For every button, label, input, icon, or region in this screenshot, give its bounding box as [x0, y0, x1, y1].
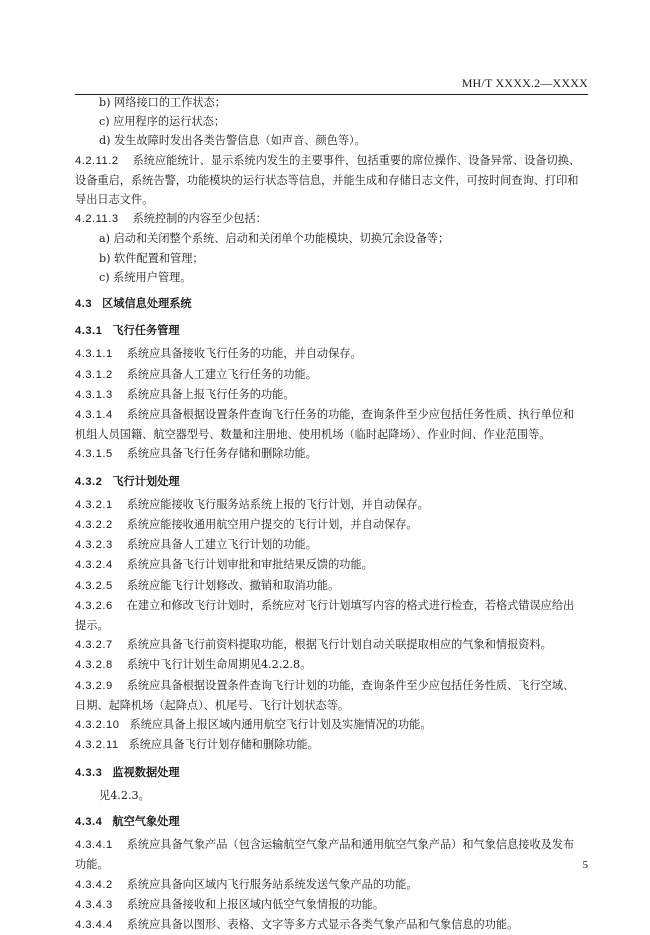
clause-text: 系统应具备上报飞行任务的功能。 — [126, 387, 295, 401]
clause-4-3-2-3 — [75, 535, 590, 555]
clause-text-continued: 日期、起降机场（起降点）、机尾号、飞行计划状态等。 — [75, 698, 350, 712]
clause-number: 4.3.2.6 — [75, 599, 113, 612]
clause-text: 系统控制的内容至少包括： — [132, 212, 267, 226]
clause-4-3-2-10 — [75, 715, 590, 735]
clause-text: 系统应具备飞行前资料提取功能，根据飞行计划自动关联提取相应的气象和情报资料。 — [126, 638, 552, 652]
clause-number: 4.3.2.5 — [75, 579, 113, 592]
clause-4-3-2-2 — [75, 515, 590, 535]
clause-4-3-2-8 — [75, 655, 590, 675]
clause-number: 4.3.2.11 — [75, 739, 119, 752]
clause-text: 系统应能接收飞行服务站系统上报的飞行计划，并自动保存。 — [126, 497, 429, 511]
clause-4-2-11-3 — [75, 209, 590, 229]
clause-number: 4.3.4.2 — [75, 878, 113, 891]
clause-text: 系统应具备以图形、表格、文字等多方式显示各类气象产品和气象信息的功能。 — [126, 917, 519, 931]
section-title: 飞行计划处理 — [112, 474, 180, 488]
section-title: 监视数据处理 — [112, 765, 180, 779]
clause-4-3-4-3 — [75, 895, 590, 915]
clause-text: 系统中飞行计划生命周期见4.2.2.8。 — [126, 658, 312, 672]
list-item-b: b) 网络接口的工作状态； — [99, 96, 226, 109]
clause-4-3-1-3 — [75, 385, 590, 405]
list-item-c: c) 应用程序的运行状态； — [99, 115, 226, 129]
clause-text: 系统应能接收通用航空用户提交的飞行计划，并自动保存。 — [126, 518, 418, 532]
document-code-header: MH/T XXXX.2—XXXX — [461, 76, 588, 90]
section-title: 航空气象处理 — [112, 814, 180, 828]
list-item-a: a) 启动和关闭整个系统、启动和关闭单个功能模块、切换冗余设备等； — [99, 232, 450, 246]
section-number: 4.3.1 — [75, 325, 103, 338]
document-body — [75, 93, 590, 935]
clause-4-3-2-6 — [75, 596, 590, 616]
clause-4-3-2-4 — [75, 555, 590, 575]
clause-4-3-1-1 — [75, 344, 590, 364]
clause-4-3-4-2 — [75, 875, 590, 895]
clause-number: 4.3.2.7 — [75, 639, 113, 652]
clause-text: 系统应具备根据设置条件查询飞行任务的功能，查询条件至少应包括任务性质、执行单位和 — [126, 408, 575, 422]
list-item-c: c) 系统用户管理。 — [99, 270, 192, 284]
clause-4-3-2-1 — [75, 495, 590, 515]
clause-text: 系统应具备接收和上报区域内低空气象情报的功能。 — [126, 897, 385, 911]
clause-text-continued: 提示。 — [75, 619, 109, 633]
cross-reference: 见4.2.3。 — [99, 788, 150, 802]
clause-number: 4.3.1.1 — [75, 348, 113, 361]
clause-4-3-2-7 — [75, 635, 590, 655]
section-number: 4.3.3 — [75, 766, 103, 779]
clause-4-3-4-4 — [75, 915, 590, 935]
clause-text: 系统应具备向区域内飞行服务站系统发送气象产品的功能。 — [126, 877, 418, 891]
section-number: 4.3.4 — [75, 815, 103, 828]
clause-number: 4.3.2.8 — [75, 659, 113, 672]
section-title: 区域信息处理系统 — [102, 297, 192, 311]
clause-number: 4.3.4.4 — [75, 918, 113, 931]
clause-text: 系统应具备气象产品（包含运输航空气象产品和通用航空气象产品）和气象信息接收及发布 — [126, 838, 575, 852]
clause-text-continued: 导出日志文件。 — [75, 193, 154, 207]
section-title: 飞行任务管理 — [112, 324, 180, 338]
clause-text: 在建立和修改飞行计划时，系统应对飞行计划填写内容的格式进行检查，若格式错误应给出 — [126, 598, 575, 612]
clause-number: 4.3.4.1 — [75, 839, 113, 852]
clause-4-3-1-5 — [75, 444, 590, 464]
clause-number: 4.3.2.2 — [75, 519, 113, 532]
clause-4-3-2-5 — [75, 576, 590, 596]
clause-text-continued: 功能。 — [75, 858, 109, 872]
clause-number: 4.3.2.1 — [75, 498, 113, 511]
section-heading-4-3-2 — [75, 472, 590, 492]
clause-number: 4.3.2.4 — [75, 559, 113, 572]
clause-4-3-2-11 — [75, 735, 590, 755]
clause-4-3-1-2 — [75, 365, 590, 385]
section-heading-4-3-4 — [75, 812, 590, 832]
clause-4-3-2-9 — [75, 676, 590, 696]
clause-number: 4.3.1.2 — [75, 368, 113, 381]
clause-text: 系统应具备人工建立飞行任务的功能。 — [126, 367, 317, 381]
section-heading-4-3 — [75, 294, 590, 314]
clause-text: 系统应具备上报区域内通用航空飞行计划及实施情况的功能。 — [129, 718, 432, 732]
clause-text: 系统应具备飞行计划存储和删除功能。 — [128, 738, 319, 752]
clause-number: 4.3.4.3 — [75, 898, 113, 911]
clause-4-2-11-2 — [75, 151, 590, 171]
clause-number: 4.3.2.3 — [75, 539, 113, 552]
section-number: 4.3.2 — [75, 475, 103, 488]
clause-text-continued: 机组人员国籍、航空器型号、数量和注册地、使用机场（临时起降场）、作业时间、作业范围等。 — [75, 428, 551, 442]
clause-text: 系统应具备根据设置条件查询飞行计划的功能，查询条件至少应包括任务性质、飞行空域、 — [126, 678, 575, 692]
list-item-d: d) 发生故障时发出各类告警信息（如声音、颜色等）。 — [99, 134, 366, 148]
page-number: 5 — [582, 859, 588, 871]
clause-number: 4.3.2.9 — [75, 679, 113, 692]
clause-text: 系统应具备接收飞行任务的功能，并自动保存。 — [126, 347, 362, 361]
clause-number: 4.3.1.4 — [75, 409, 113, 422]
clause-text: 系统应能统计、显示系统内发生的主要事件，包括重要的席位操作、设备异常、设备切换、 — [132, 153, 581, 167]
section-heading-4-3-3 — [75, 763, 590, 783]
clause-text: 系统应具备飞行任务存储和删除功能。 — [126, 447, 317, 461]
clause-number: 4.3.2.10 — [75, 719, 120, 732]
clause-4-3-4-1 — [75, 835, 590, 855]
list-item-b: b) 软件配置和管理； — [99, 251, 204, 265]
clause-4-3-1-4 — [75, 405, 590, 425]
section-number: 4.3 — [75, 298, 93, 311]
section-heading-4-3-1 — [75, 321, 590, 341]
clause-text: 系统应具备人工建立飞行计划的功能。 — [126, 538, 317, 552]
clause-text-continued: 设备重启，系统告警，功能模块的运行状态等信息，并能生成和存储日志文件，可按时间查询、打印和 — [75, 173, 579, 187]
clause-number: 4.3.1.5 — [75, 448, 113, 461]
clause-number: 4.2.11.2 — [75, 154, 119, 167]
clause-text: 系统应具备飞行计划审批和审批结果反馈的功能。 — [126, 558, 373, 572]
clause-number: 4.2.11.3 — [75, 213, 119, 226]
clause-number: 4.3.1.3 — [75, 388, 113, 401]
clause-text: 系统应能飞行计划修改、撤销和取消功能。 — [126, 578, 340, 592]
